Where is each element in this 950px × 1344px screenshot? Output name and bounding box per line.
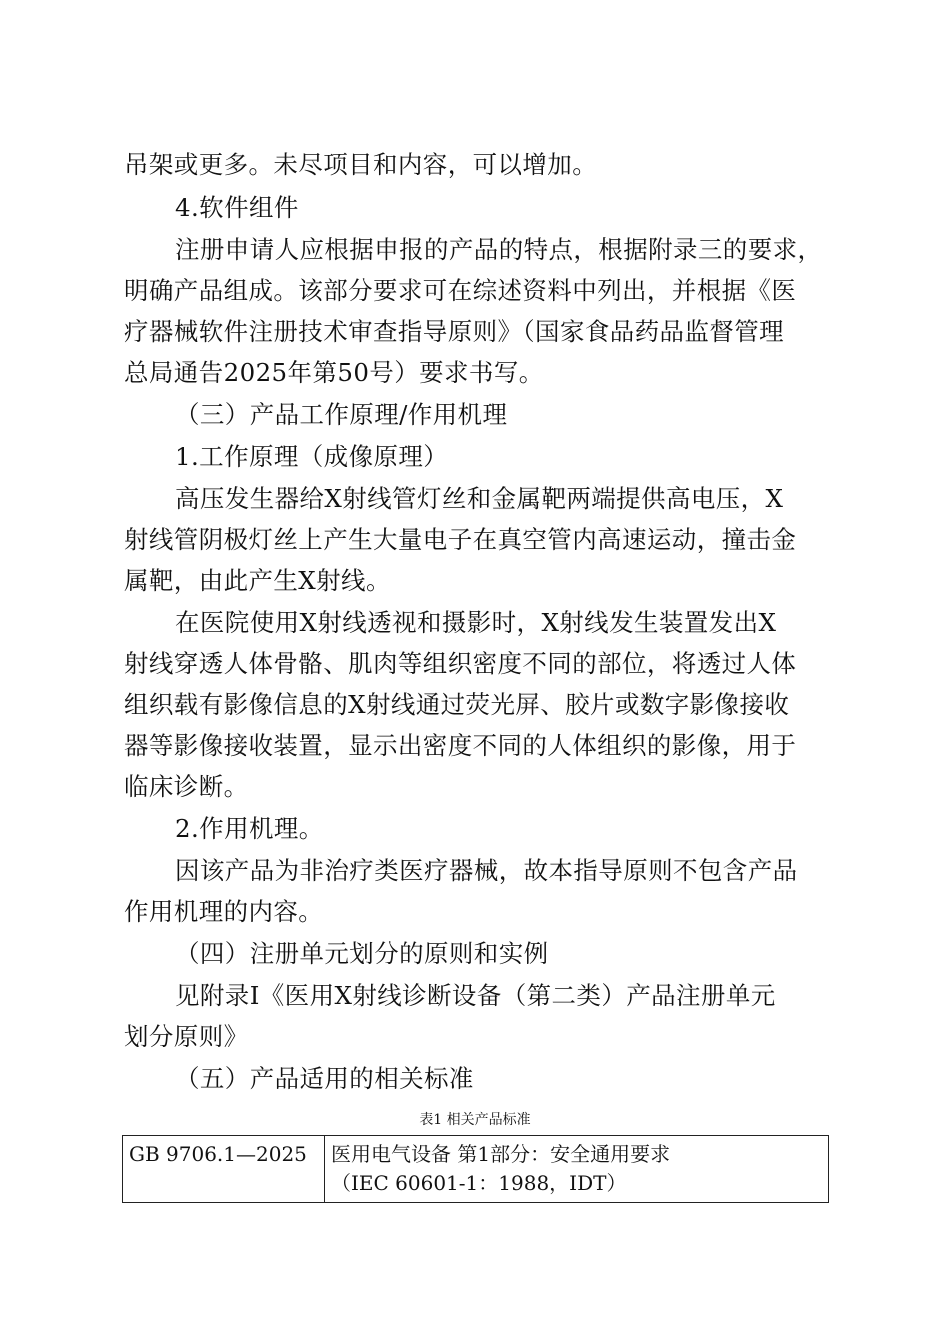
paragraph-line: 因该产品为非治疗类医疗器械，故本指导原则不包含产品 xyxy=(175,856,798,885)
standards-table xyxy=(122,1135,829,1203)
table-caption: 表1 相关产品标准 xyxy=(419,1112,531,1128)
paragraph-line: 总局通告2025年第50号）要求书写。 xyxy=(124,358,544,387)
subheading-mechanism: 2.作用机理。 xyxy=(175,814,324,843)
paragraph-line: 组织载有影像信息的X射线通过荧光屏、胶片或数字影像接收 xyxy=(124,690,790,719)
paragraph-line: 作用机理的内容。 xyxy=(124,897,324,926)
subheading-software-components: 4.软件组件 xyxy=(175,193,299,222)
paragraph-line: 见附录Ⅰ《医用X射线诊断设备（第二类）产品注册单元 xyxy=(175,981,776,1010)
paragraph-line: 疗器械软件注册技术审查指导原则》（国家食品药品监督管理 xyxy=(124,317,785,346)
section-heading-standards: （五）产品适用的相关标准 xyxy=(175,1064,474,1093)
section-heading-registration-units: （四）注册单元划分的原则和实例 xyxy=(175,939,549,968)
section-heading-working-principle: （三）产品工作原理/作用机理 xyxy=(175,400,508,429)
paragraph-line: 明确产品组成。该部分要求可在综述资料中列出，并根据《医 xyxy=(124,276,797,305)
paragraph-line: 器等影像接收装置，显示出密度不同的人体组织的影像，用于 xyxy=(124,731,797,760)
standard-description-cell xyxy=(325,1136,829,1203)
table-row xyxy=(123,1136,829,1203)
paragraph-line: 临床诊断。 xyxy=(124,772,249,801)
standard-code-cell: GB 9706.1—2025 xyxy=(123,1136,325,1203)
paragraph-line: 射线穿透人体骨骼、肌肉等组织密度不同的部位，将透过人体 xyxy=(124,649,797,678)
paragraph-line: 属靶，由此产生X射线。 xyxy=(124,566,391,595)
standard-equivalence: （IEC 60601-1：1988，IDT） xyxy=(331,1171,627,1195)
subheading-imaging-principle: 1.工作原理（成像原理） xyxy=(175,442,449,471)
paragraph-line: 注册申请人应根据申报的产品的特点，根据附录三的要求， xyxy=(175,235,823,264)
paragraph-line: 高压发生器给X射线管灯丝和金属靶两端提供高电压，X xyxy=(175,484,784,513)
paragraph-line: 在医院使用X射线透视和摄影时，X射线发生装置发出X xyxy=(175,608,777,637)
paragraph-line: 吊架或更多。未尽项目和内容，可以增加。 xyxy=(124,150,598,179)
paragraph-line: 射线管阴极灯丝上产生大量电子在真空管内高速运动，撞击金 xyxy=(124,525,797,554)
standard-title: 医用电气设备 第1部分：安全通用要求 xyxy=(331,1142,671,1166)
paragraph-line: 划分原则》 xyxy=(124,1022,249,1051)
